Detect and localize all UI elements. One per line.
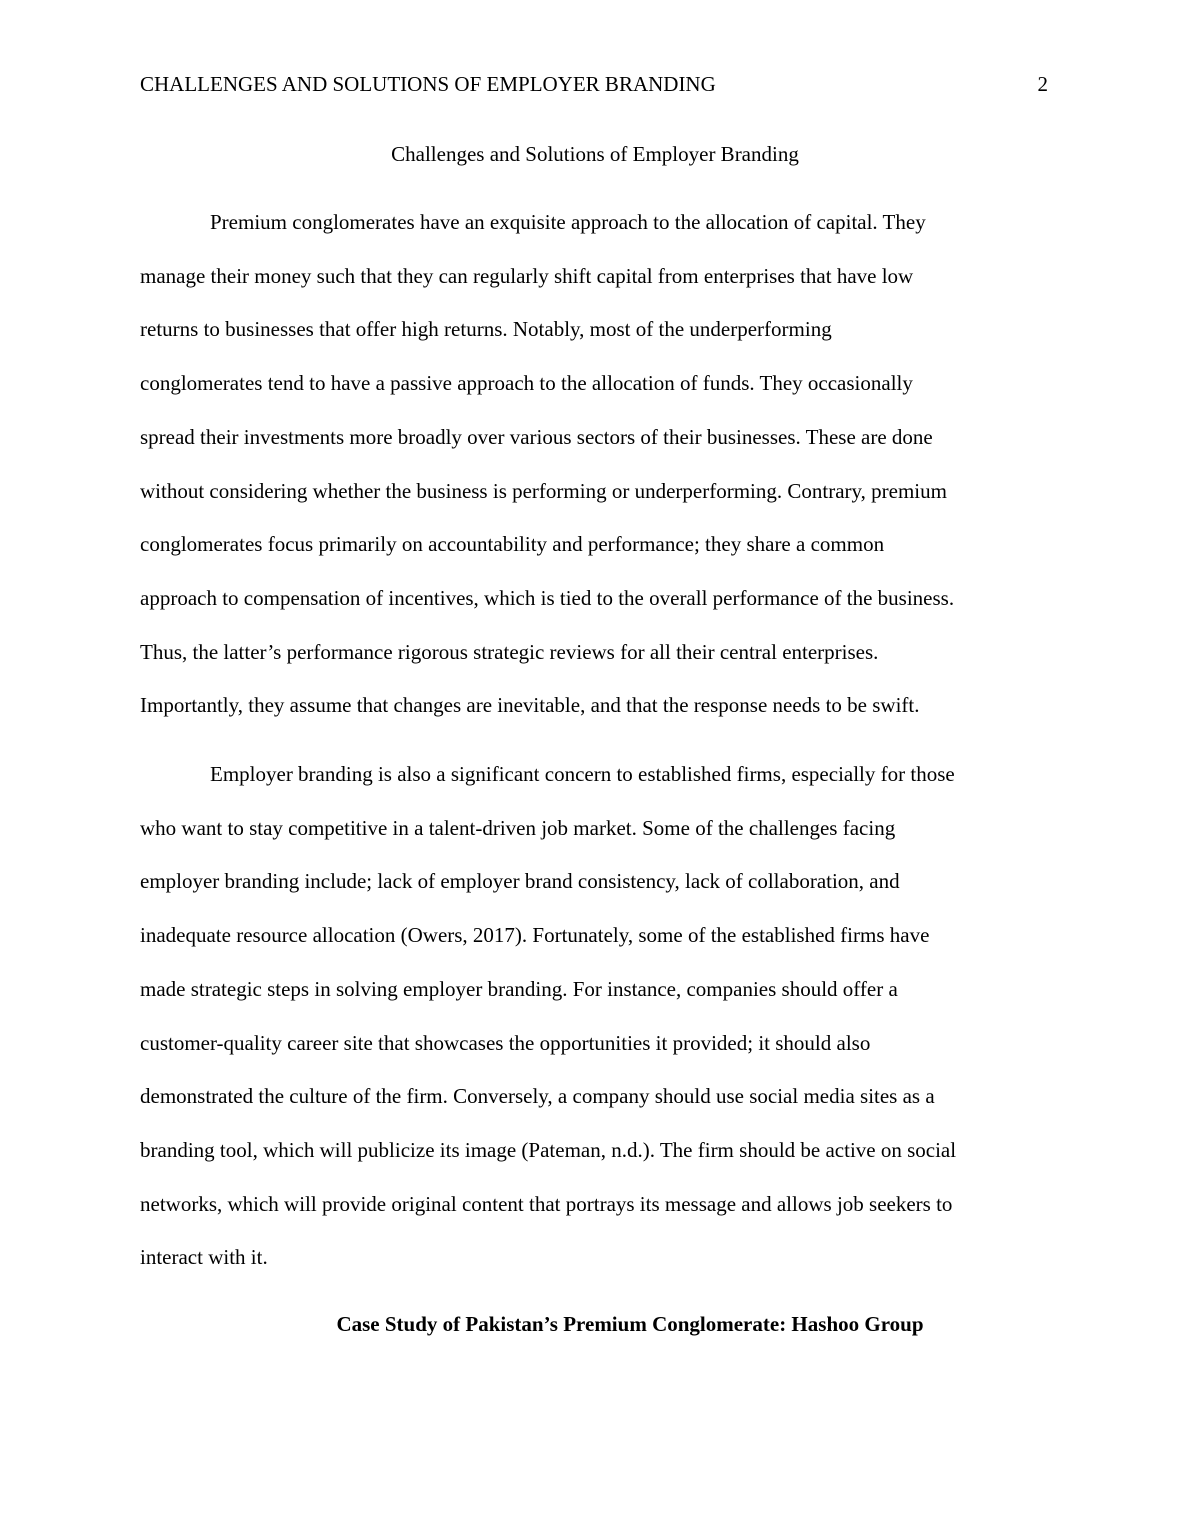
document-body bbox=[140, 140, 1050, 1338]
running-head-title: CHALLENGES AND SOLUTIONS OF EMPLOYER BRANDING bbox=[140, 72, 716, 96]
running-head bbox=[140, 70, 1050, 98]
body-paragraph-1: Premium conglomerates have an exquisite approach to the allocation of capital. They manage their money such that they can regularly shift capital from enterprises that have low returns to businesses that offer high returns. Notably, most of the underperforming conglomerates tend to have a passive approach to the allocation of funds. They occasionally spread their investments more broadly over various sectors of their businesses. These are done without considering whether the business is performing or underperforming. Contrary, premium conglomerates focus primarily on accountability and performance; they share a common approach to compensation of incentives, which is tied to the overall performance of the business. Thus, the latter’s performance rigorous strategic reviews for all their central enterprises. Importantly, they assume that changes are inevitable, and that the response needs to be swift. bbox=[140, 210, 955, 718]
page-number: 2 bbox=[1037, 72, 1048, 96]
document-title: Challenges and Solutions of Employer Branding bbox=[391, 142, 799, 166]
section-heading: Case Study of Pakistan’s Premium Conglomerate: Hashoo Group bbox=[336, 1312, 924, 1337]
body-paragraph-2: Employer branding is also a significant concern to established firms, especially for those who want to stay competitive in a talent-driven job market. Some of the challenges facing employer branding include; lack of employer brand consistency, lack of collaboration, and inadequate resource allocation (Owers, 2017). Fortunately, some of the established firms have made strategic steps in solving employer branding. For instance, companies should offer a customer-quality career site that showcases the opportunities it provided; it should also demonstrated the culture of the firm. Conversely, a company should use social media sites as a branding tool, which will publicize its image (Pateman, n.d.). The firm should be active on social networks, which will provide original content that portrays its message and allows job seekers to interact with it. bbox=[140, 762, 957, 1270]
